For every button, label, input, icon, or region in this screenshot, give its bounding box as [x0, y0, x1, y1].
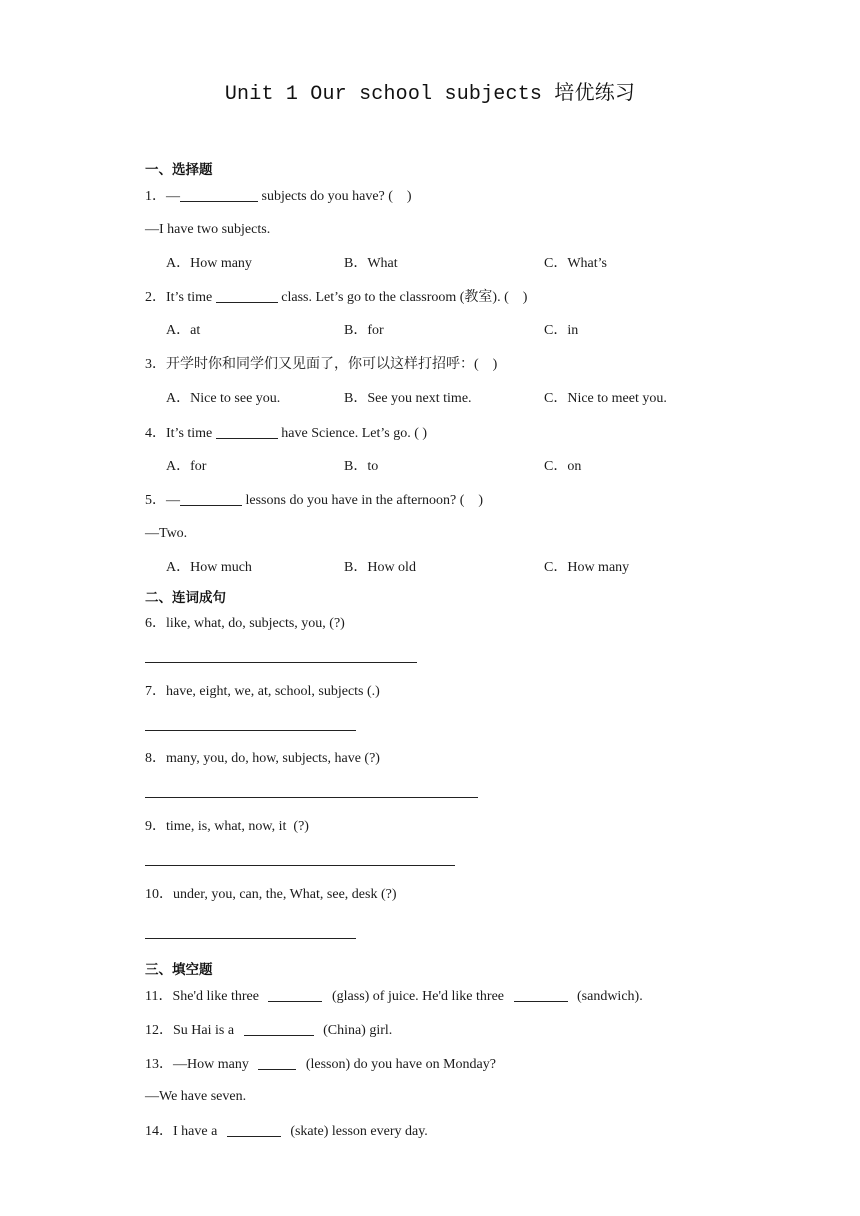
question-14-text: (skate) lesson every day. — [286, 1124, 428, 1139]
question-10: 10．under, you, can, the, What, see, desk (?) — [145, 887, 397, 902]
question-5-reply: —Two. — [145, 526, 188, 541]
question-5-option-a[interactable]: A．How much — [166, 560, 252, 575]
question-1-option-a[interactable]: A．How many — [166, 256, 252, 271]
question-13-prefix: 13．—How many — [145, 1057, 253, 1072]
section-heading-multiple-choice: 一、选择题 — [145, 162, 213, 178]
question-1-option-b[interactable]: B．What — [344, 256, 398, 271]
question-3: 3．开学时你和同学们又见面了，你可以这样打招呼：( ) — [145, 357, 498, 372]
question-14 — [145, 1122, 428, 1141]
question-12-prefix: 12．Su Hai is a — [145, 1023, 238, 1038]
question-5-prefix: 5．— — [145, 493, 180, 508]
question-2 — [145, 288, 527, 307]
question-14-blank[interactable] — [227, 1122, 281, 1137]
section-heading-sentence-ordering: 二、连词成句 — [145, 590, 226, 606]
question-3-option-a[interactable]: A．Nice to see you. — [166, 391, 281, 406]
question-13 — [145, 1055, 496, 1074]
question-4 — [145, 424, 427, 443]
question-1-prefix: 1．— — [145, 189, 180, 204]
question-11-text: (sandwich). — [573, 989, 643, 1004]
question-12-blank[interactable] — [244, 1021, 314, 1036]
question-9-answer-line[interactable] — [145, 865, 455, 866]
question-2-blank[interactable] — [216, 288, 278, 303]
question-12-text: (China) girl. — [319, 1023, 393, 1038]
question-3-option-c[interactable]: C．Nice to meet you. — [544, 391, 667, 406]
question-13-reply: —We have seven. — [145, 1089, 247, 1104]
section-heading-fill-in: 三、填空题 — [145, 962, 213, 978]
question-11-middle: (glass) of juice. He'd like three — [328, 989, 508, 1004]
question-5-blank[interactable] — [180, 491, 242, 506]
question-13-text: (lesson) do you have on Monday? — [302, 1057, 496, 1072]
question-6: 6．like, what, do, subjects, you, (?) — [145, 616, 345, 631]
question-4-prefix: 4．It’s time — [145, 426, 216, 441]
question-11 — [145, 987, 643, 1006]
question-5-option-c[interactable]: C．How many — [544, 560, 630, 575]
question-5 — [145, 491, 483, 510]
question-1-text: subjects do you have? ( ) — [258, 189, 412, 204]
question-1 — [145, 187, 412, 206]
question-6-answer-line[interactable] — [145, 662, 417, 663]
question-4-option-c[interactable]: C．on — [544, 459, 582, 474]
question-4-text: have Science. Let’s go. ( ) — [277, 426, 428, 441]
question-14-prefix: 14．I have a — [145, 1124, 221, 1139]
question-1-option-c[interactable]: C．What’s — [544, 256, 607, 271]
question-9: 9．time, is, what, now, it (?) — [145, 819, 309, 834]
question-2-prefix: 2．It’s time — [145, 290, 216, 305]
question-7: 7．have, eight, we, at, school, subjects (.) — [145, 684, 380, 699]
question-12 — [145, 1021, 392, 1040]
question-2-option-b[interactable]: B．for — [344, 323, 384, 338]
question-4-option-b[interactable]: B．to — [344, 459, 379, 474]
question-8-answer-line[interactable] — [145, 797, 478, 798]
question-7-answer-line[interactable] — [145, 730, 356, 731]
question-11-prefix: 11．She'd like three — [145, 989, 263, 1004]
question-11-blank-1[interactable] — [268, 987, 322, 1002]
question-2-option-a[interactable]: A．at — [166, 323, 201, 338]
question-11-blank-2[interactable] — [514, 987, 568, 1002]
question-13-blank[interactable] — [258, 1055, 296, 1070]
question-2-option-c[interactable]: C．in — [544, 323, 579, 338]
question-1-reply: —I have two subjects. — [145, 222, 271, 237]
page-title: Unit 1 Our school subjects 培优练习 — [224, 83, 636, 106]
question-5-option-b[interactable]: B．How old — [344, 560, 416, 575]
question-4-option-a[interactable]: A．for — [166, 459, 207, 474]
question-5-text: lessons do you have in the afternoon? ( ) — [242, 493, 484, 508]
question-1-blank[interactable] — [180, 187, 258, 202]
question-2-text: class. Let’s go to the classroom (教室). ( ) — [277, 290, 528, 305]
question-8: 8．many, you, do, how, subjects, have (?) — [145, 751, 380, 766]
question-10-answer-line[interactable] — [145, 938, 356, 939]
question-3-option-b[interactable]: B．See you next time. — [344, 391, 472, 406]
question-4-blank[interactable] — [216, 424, 278, 439]
